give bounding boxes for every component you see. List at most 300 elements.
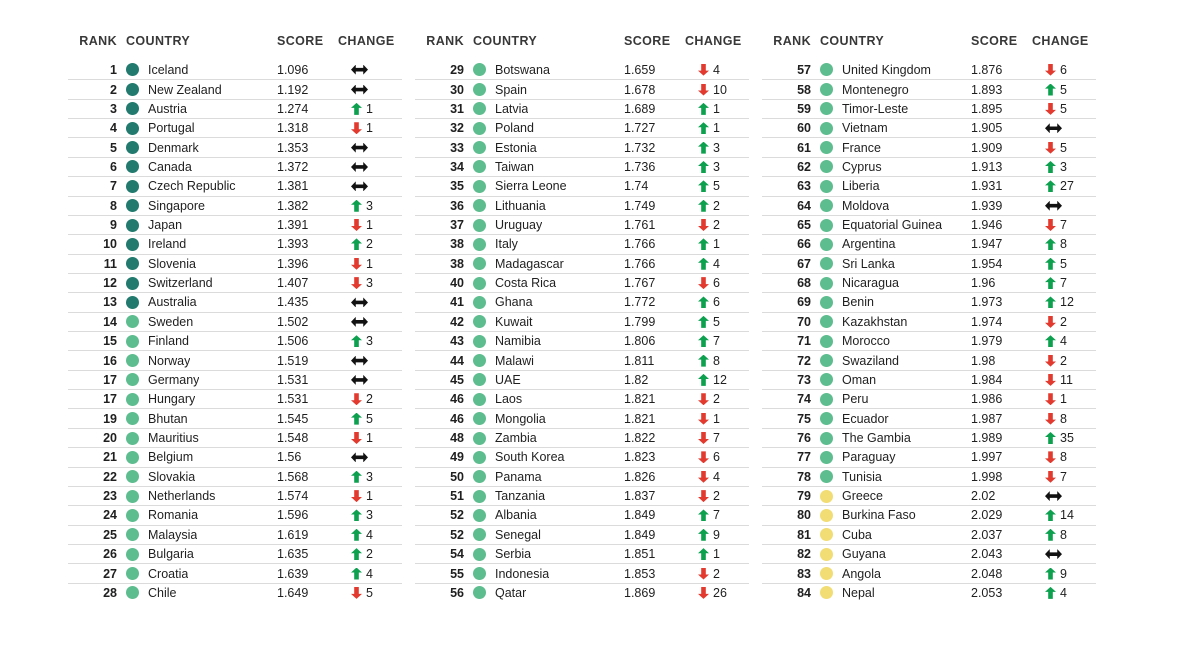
country-name: Sri Lanka xyxy=(842,256,895,271)
table-row xyxy=(415,118,749,137)
table-row xyxy=(415,370,749,389)
rank-header: RANK xyxy=(79,34,117,48)
table-row xyxy=(762,234,1096,253)
change-value: 4 xyxy=(366,566,373,581)
score-cell: 1.568 xyxy=(277,469,309,484)
change-cell xyxy=(685,199,749,213)
score-cell: 1.946 xyxy=(971,218,1003,233)
score-cell: 1.391 xyxy=(277,218,309,233)
country-dot xyxy=(473,102,486,115)
rank-cell: 40 xyxy=(450,276,464,291)
country-name: Zambia xyxy=(495,431,537,445)
change-value: 10 xyxy=(713,82,727,97)
country-name: Sweden xyxy=(148,314,194,329)
rank-cell: 57 xyxy=(797,62,811,77)
country-name: Tanzania xyxy=(495,489,546,504)
up-arrow-icon xyxy=(698,161,709,173)
rank-cell: 75 xyxy=(797,411,811,426)
table-row xyxy=(68,215,402,234)
country-name: Japan xyxy=(148,218,183,233)
change-cell xyxy=(1032,450,1096,464)
down-arrow-icon xyxy=(698,490,709,502)
table-row xyxy=(762,486,1096,505)
change-cell xyxy=(685,508,749,522)
table-row xyxy=(762,389,1096,408)
country-dot xyxy=(820,160,833,173)
up-arrow-icon xyxy=(351,568,362,580)
country-dot xyxy=(126,83,139,96)
change-cell xyxy=(338,162,402,172)
table-row xyxy=(68,79,402,98)
country-dot xyxy=(820,199,833,212)
table-row xyxy=(68,157,402,176)
country-dot xyxy=(820,335,833,348)
score-cell: 1.772 xyxy=(624,295,656,310)
rank-cell: 22 xyxy=(103,469,117,484)
change-value: 2 xyxy=(366,237,373,252)
score-cell: 1.382 xyxy=(277,198,309,213)
country-dot xyxy=(126,451,139,464)
rank-cell: 15 xyxy=(103,334,117,349)
country-dot xyxy=(820,354,833,367)
country-dot xyxy=(126,373,139,386)
change-value: 27 xyxy=(1060,179,1074,194)
country-name: Uruguay xyxy=(495,218,543,233)
change-cell xyxy=(685,567,749,581)
country-dot xyxy=(126,160,139,173)
country-name: Nicaragua xyxy=(842,276,899,291)
rank-cell: 71 xyxy=(797,334,811,349)
rank-cell: 20 xyxy=(103,431,117,445)
change-value: 1 xyxy=(366,489,373,504)
change-value: 3 xyxy=(366,469,373,484)
change-cell xyxy=(338,276,402,290)
country-name: Senegal xyxy=(495,527,541,542)
country-name: Croatia xyxy=(148,566,189,581)
score-cell: 1.766 xyxy=(624,256,656,271)
change-cell xyxy=(338,237,402,251)
change-cell xyxy=(338,334,402,348)
country-name: Guyana xyxy=(842,547,886,562)
down-arrow-icon xyxy=(698,277,709,289)
up-arrow-icon xyxy=(1045,587,1056,599)
change-value: 1 xyxy=(713,237,720,252)
country-dot xyxy=(126,199,139,212)
change-cell xyxy=(685,489,749,503)
rank-cell: 84 xyxy=(797,585,811,600)
country-name: Ireland xyxy=(148,237,187,252)
rank-cell: 76 xyxy=(797,431,811,445)
country-dot xyxy=(820,296,833,309)
change-cell xyxy=(338,528,402,542)
change-cell xyxy=(685,354,749,368)
change-value: 3 xyxy=(366,198,373,213)
score-cell: 1.736 xyxy=(624,159,656,174)
change-cell xyxy=(685,586,749,600)
rank-cell: 62 xyxy=(797,159,811,174)
change-cell xyxy=(338,85,402,95)
table-row xyxy=(762,176,1096,195)
table-row xyxy=(762,254,1096,273)
table-row xyxy=(415,467,749,486)
table-row xyxy=(415,292,749,311)
change-cell xyxy=(1032,431,1096,445)
down-arrow-icon xyxy=(1045,413,1056,425)
change-cell xyxy=(685,373,749,387)
country-name: New Zealand xyxy=(148,82,222,97)
country-dot xyxy=(126,141,139,154)
change-cell xyxy=(1032,63,1096,77)
country-dot xyxy=(473,412,486,425)
down-arrow-icon xyxy=(698,451,709,463)
down-arrow-icon xyxy=(698,64,709,76)
table-row xyxy=(762,370,1096,389)
change-cell xyxy=(338,392,402,406)
rank-cell: 64 xyxy=(797,198,811,213)
table-row xyxy=(762,467,1096,486)
table-body xyxy=(762,60,1096,602)
rank-cell: 83 xyxy=(797,566,811,581)
change-value: 8 xyxy=(1060,237,1067,252)
table-row xyxy=(415,176,749,195)
score-cell: 1.435 xyxy=(277,295,309,310)
country-name: Australia xyxy=(148,295,197,310)
down-arrow-icon xyxy=(351,432,362,444)
change-value: 5 xyxy=(1060,101,1067,116)
country-dot xyxy=(473,335,486,348)
down-arrow-icon xyxy=(351,258,362,270)
country-name: UAE xyxy=(495,372,521,387)
country-dot xyxy=(820,586,833,599)
change-value: 3 xyxy=(366,276,373,291)
rank-cell: 68 xyxy=(797,276,811,291)
table-row xyxy=(762,118,1096,137)
up-arrow-icon xyxy=(351,509,362,521)
rank-cell: 74 xyxy=(797,392,811,407)
country-name: Costa Rica xyxy=(495,276,557,291)
score-cell: 1.799 xyxy=(624,314,656,329)
change-cell xyxy=(1032,508,1096,522)
rank-cell: 12 xyxy=(103,276,117,291)
no-change-icon xyxy=(351,85,368,95)
change-cell xyxy=(338,317,402,327)
country-dot xyxy=(473,180,486,193)
change-cell xyxy=(685,141,749,155)
table-row xyxy=(762,350,1096,369)
rank-cell: 50 xyxy=(450,469,464,484)
rank-cell: 73 xyxy=(797,372,811,387)
change-cell xyxy=(685,276,749,290)
change-cell xyxy=(1032,218,1096,232)
country-dot xyxy=(820,451,833,464)
rank-cell: 31 xyxy=(450,101,464,116)
country-name: Malaysia xyxy=(148,527,198,542)
score-cell: 2.029 xyxy=(971,508,1003,523)
table-row xyxy=(415,215,749,234)
country-dot xyxy=(820,412,833,425)
score-cell: 2.053 xyxy=(971,585,1003,600)
score-cell: 1.749 xyxy=(624,198,656,213)
change-header: CHANGE xyxy=(338,34,395,48)
down-arrow-icon xyxy=(1045,374,1056,386)
change-cell xyxy=(685,237,749,251)
country-dot xyxy=(473,296,486,309)
change-cell xyxy=(685,63,749,77)
rank-cell: 38 xyxy=(450,256,464,271)
rank-cell: 32 xyxy=(450,121,464,136)
country-dot xyxy=(126,63,139,76)
score-cell: 1.393 xyxy=(277,237,309,252)
country-dot xyxy=(126,335,139,348)
rank-cell: 65 xyxy=(797,218,811,233)
change-cell xyxy=(338,586,402,600)
no-change-icon xyxy=(351,143,368,153)
score-cell: 1.619 xyxy=(277,527,309,542)
score-cell: 1.56 xyxy=(277,450,302,465)
up-arrow-icon xyxy=(1045,335,1056,347)
change-value: 14 xyxy=(1060,508,1074,523)
score-cell: 1.939 xyxy=(971,198,1003,213)
country-dot xyxy=(820,141,833,154)
score-cell: 2.043 xyxy=(971,547,1003,562)
rank-cell: 79 xyxy=(797,489,811,504)
up-arrow-icon xyxy=(698,374,709,386)
table-row xyxy=(415,79,749,98)
change-value: 7 xyxy=(1060,276,1067,291)
country-dot xyxy=(126,393,139,406)
score-cell: 1.727 xyxy=(624,121,656,136)
rank-cell: 70 xyxy=(797,314,811,329)
change-cell xyxy=(685,295,749,309)
no-change-icon xyxy=(351,356,368,366)
rank-cell: 11 xyxy=(103,256,117,271)
score-cell: 1.905 xyxy=(971,121,1003,136)
change-value: 1 xyxy=(713,411,720,426)
change-cell xyxy=(1032,354,1096,368)
country-name: Botswana xyxy=(495,62,550,77)
rank-cell: 17 xyxy=(103,392,117,407)
down-arrow-icon xyxy=(698,587,709,599)
score-cell: 1.851 xyxy=(624,547,656,562)
change-cell xyxy=(338,412,402,426)
score-cell: 1.574 xyxy=(277,489,309,504)
change-value: 4 xyxy=(713,256,720,271)
change-cell xyxy=(338,452,402,462)
change-value: 6 xyxy=(713,276,720,291)
change-value: 9 xyxy=(1060,566,1067,581)
down-arrow-icon xyxy=(1045,355,1056,367)
change-cell xyxy=(685,160,749,174)
down-arrow-icon xyxy=(1045,219,1056,231)
change-value: 6 xyxy=(713,450,720,465)
rank-cell: 41 xyxy=(450,295,464,310)
change-cell xyxy=(1032,567,1096,581)
up-arrow-icon xyxy=(698,296,709,308)
country-dot xyxy=(126,102,139,115)
change-cell xyxy=(685,334,749,348)
rank-cell: 23 xyxy=(103,489,117,504)
country-dot xyxy=(126,470,139,483)
score-cell: 1.821 xyxy=(624,411,656,426)
country-dot xyxy=(473,470,486,483)
country-name: Qatar xyxy=(495,585,527,600)
country-name: Swaziland xyxy=(842,353,899,368)
up-arrow-icon xyxy=(698,103,709,115)
country-name: Czech Republic xyxy=(148,179,236,194)
country-name: Germany xyxy=(148,372,200,387)
up-arrow-icon xyxy=(698,509,709,521)
table-row xyxy=(762,196,1096,215)
score-cell: 2.048 xyxy=(971,566,1003,581)
change-value: 4 xyxy=(713,469,720,484)
country-dot xyxy=(473,257,486,270)
change-cell xyxy=(338,356,402,366)
change-cell xyxy=(1032,276,1096,290)
rank-cell: 6 xyxy=(110,159,117,174)
change-value: 1 xyxy=(713,121,720,136)
table-row xyxy=(762,525,1096,544)
table-row xyxy=(68,467,402,486)
rank-cell: 34 xyxy=(450,159,464,174)
table-row xyxy=(68,525,402,544)
table-row xyxy=(68,583,402,602)
score-cell: 1.689 xyxy=(624,101,656,116)
rank-cell: 8 xyxy=(110,198,117,213)
score-cell: 1.849 xyxy=(624,527,656,542)
rank-cell: 78 xyxy=(797,469,811,484)
change-value: 2 xyxy=(1060,353,1067,368)
up-arrow-icon xyxy=(698,548,709,560)
down-arrow-icon xyxy=(698,568,709,580)
change-cell xyxy=(338,547,402,561)
up-arrow-icon xyxy=(1045,432,1056,444)
change-cell xyxy=(685,218,749,232)
table-row xyxy=(762,60,1096,79)
change-cell xyxy=(685,121,749,135)
table-row xyxy=(68,99,402,118)
rank-cell: 63 xyxy=(797,179,811,194)
rank-header: RANK xyxy=(426,34,464,48)
rank-cell: 52 xyxy=(450,527,464,542)
change-cell xyxy=(338,102,402,116)
table-row xyxy=(415,157,749,176)
up-arrow-icon xyxy=(351,471,362,483)
score-cell: 1.986 xyxy=(971,392,1003,407)
change-cell xyxy=(685,547,749,561)
no-change-icon xyxy=(351,375,368,385)
score-cell: 1.545 xyxy=(277,411,309,426)
change-value: 4 xyxy=(366,527,373,542)
score-header: SCORE xyxy=(971,34,1018,48)
country-dot xyxy=(820,393,833,406)
country-dot xyxy=(126,238,139,251)
change-cell xyxy=(1032,141,1096,155)
no-change-icon xyxy=(1045,491,1062,501)
score-cell: 1.678 xyxy=(624,82,656,97)
country-dot xyxy=(126,567,139,580)
score-cell: 1.989 xyxy=(971,431,1003,445)
score-cell: 1.979 xyxy=(971,334,1003,349)
country-name: Tunisia xyxy=(842,469,882,484)
change-cell xyxy=(338,65,402,75)
country-dot xyxy=(126,122,139,135)
score-cell: 1.318 xyxy=(277,121,309,136)
change-value: 5 xyxy=(1060,256,1067,271)
country-name: Albania xyxy=(495,508,537,523)
up-arrow-icon xyxy=(351,413,362,425)
change-value: 6 xyxy=(1060,62,1067,77)
country-name: Greece xyxy=(842,489,883,504)
rank-cell: 17 xyxy=(103,372,117,387)
change-header: CHANGE xyxy=(1032,34,1089,48)
up-arrow-icon xyxy=(351,335,362,347)
country-dot xyxy=(820,315,833,328)
country-dot xyxy=(473,199,486,212)
country-dot xyxy=(473,373,486,386)
country-dot xyxy=(473,277,486,290)
country-header: COUNTRY xyxy=(473,34,538,48)
score-cell: 1.853 xyxy=(624,566,656,581)
table-row xyxy=(415,505,749,524)
rank-cell: 61 xyxy=(797,140,811,155)
country-dot xyxy=(473,528,486,541)
change-cell xyxy=(338,489,402,503)
country-name: South Korea xyxy=(495,450,565,465)
score-cell: 1.407 xyxy=(277,276,309,291)
country-name: Cyprus xyxy=(842,159,882,174)
rank-cell: 67 xyxy=(797,256,811,271)
country-dot xyxy=(126,509,139,522)
table-row xyxy=(762,137,1096,156)
change-value: 11 xyxy=(1060,372,1073,387)
country-name: Namibia xyxy=(495,334,541,349)
table-row xyxy=(415,196,749,215)
down-arrow-icon xyxy=(698,413,709,425)
country-dot xyxy=(126,219,139,232)
change-value: 3 xyxy=(1060,159,1067,174)
table-row xyxy=(68,486,402,505)
down-arrow-icon xyxy=(1045,316,1056,328)
table-row xyxy=(762,99,1096,118)
country-name: Argentina xyxy=(842,237,896,252)
down-arrow-icon xyxy=(1045,103,1056,115)
up-arrow-icon xyxy=(1045,277,1056,289)
country-name: Finland xyxy=(148,334,189,349)
change-cell xyxy=(338,567,402,581)
country-name: Mongolia xyxy=(495,411,546,426)
change-value: 5 xyxy=(1060,82,1067,97)
country-name: Chile xyxy=(148,585,177,600)
rank-cell: 46 xyxy=(450,392,464,407)
country-name: Burkina Faso xyxy=(842,508,916,523)
table-row xyxy=(415,544,749,563)
change-cell xyxy=(1032,123,1096,133)
country-name: Benin xyxy=(842,295,874,310)
rank-cell: 25 xyxy=(103,527,117,542)
rank-cell: 9 xyxy=(110,218,117,233)
change-cell xyxy=(1032,179,1096,193)
change-cell xyxy=(1032,586,1096,600)
change-value: 1 xyxy=(366,121,373,136)
country-dot xyxy=(473,354,486,367)
country-dot xyxy=(820,102,833,115)
change-cell xyxy=(338,181,402,191)
table-row xyxy=(762,408,1096,427)
table-header xyxy=(762,28,1096,54)
change-value: 5 xyxy=(366,411,373,426)
score-cell: 1.98 xyxy=(971,353,996,368)
country-name: Ghana xyxy=(495,295,533,310)
